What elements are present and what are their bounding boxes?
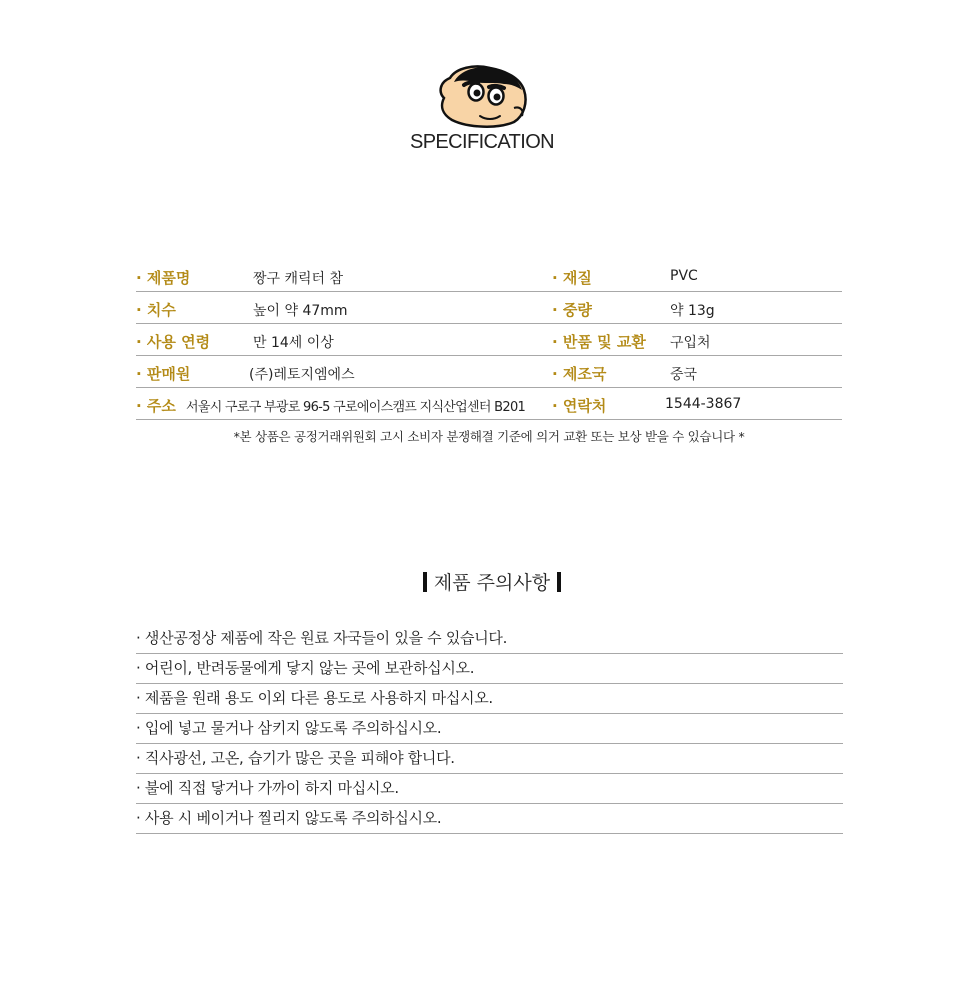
list-item: · 입에 넣고 물거나 삼키지 않도록 주의하십시오. [136, 714, 843, 744]
list-item: · 생산공정상 제품에 작은 원료 자국들이 있을 수 있습니다. [136, 624, 843, 654]
spec-label: · 치수 [136, 301, 176, 319]
list-item: · 불에 직접 닿거나 가까이 하지 마십시오. [136, 774, 843, 804]
spec-value: 1544-3867 [665, 396, 742, 412]
spec-row [136, 356, 842, 388]
spec-value: 만 14세 이상 [253, 335, 334, 351]
title-bar-left [423, 572, 427, 592]
spec-value: 중국 [670, 367, 698, 383]
spec-label: · 제품명 [136, 269, 191, 287]
title-bar-right [557, 572, 561, 592]
spec-table [136, 260, 842, 420]
shinchan-face-icon [434, 62, 530, 132]
spec-row [136, 388, 842, 420]
spec-value: 서울시 구로구 부광로 96-5 구로에이스캠프 지식산업센터 B201 [186, 400, 526, 415]
list-item: · 사용 시 베이거나 찔리지 않도록 주의하십시오. [136, 804, 843, 834]
spec-label: · 재질 [552, 269, 592, 287]
spec-label: · 중량 [552, 301, 592, 319]
spec-value: PVC [670, 268, 698, 284]
spec-label: · 연락처 [552, 397, 607, 415]
spec-label: · 제조국 [552, 365, 607, 383]
spec-row [136, 292, 842, 324]
spec-value: (주)레토지엠에스 [249, 367, 355, 383]
spec-row [136, 260, 842, 292]
caution-list [136, 624, 843, 834]
spec-value: 약 13g [670, 303, 715, 319]
list-item: · 어린이, 반려동물에게 닿지 않는 곳에 보관하십시오. [136, 654, 843, 684]
spec-value: 구입처 [670, 335, 711, 351]
spec-row [136, 324, 842, 356]
spec-notice: *본 상품은 공정거래위원회 고시 소비자 분쟁해결 기준에 의거 교환 또는 보상 받을 수 있습니다 * [233, 429, 745, 444]
spec-label: · 주소 [136, 397, 176, 415]
caution-title-text: 제품 주의사항 [433, 572, 551, 594]
spec-label: · 판매원 [136, 365, 191, 383]
list-item: · 직사광선, 고온, 습기가 많은 곳을 피해야 합니다. [136, 744, 843, 774]
caution-title [380, 568, 604, 595]
list-item: · 제품을 원래 용도 이외 다른 용도로 사용하지 마십시오. [136, 684, 843, 714]
spec-value: 높이 약 47mm [253, 303, 348, 319]
spec-value: 짱구 캐릭터 참 [253, 271, 344, 287]
spec-label: · 반품 및 교환 [552, 333, 646, 351]
spec-title: SPECIFICATION [409, 131, 555, 153]
spec-label: · 사용 연령 [136, 333, 211, 351]
